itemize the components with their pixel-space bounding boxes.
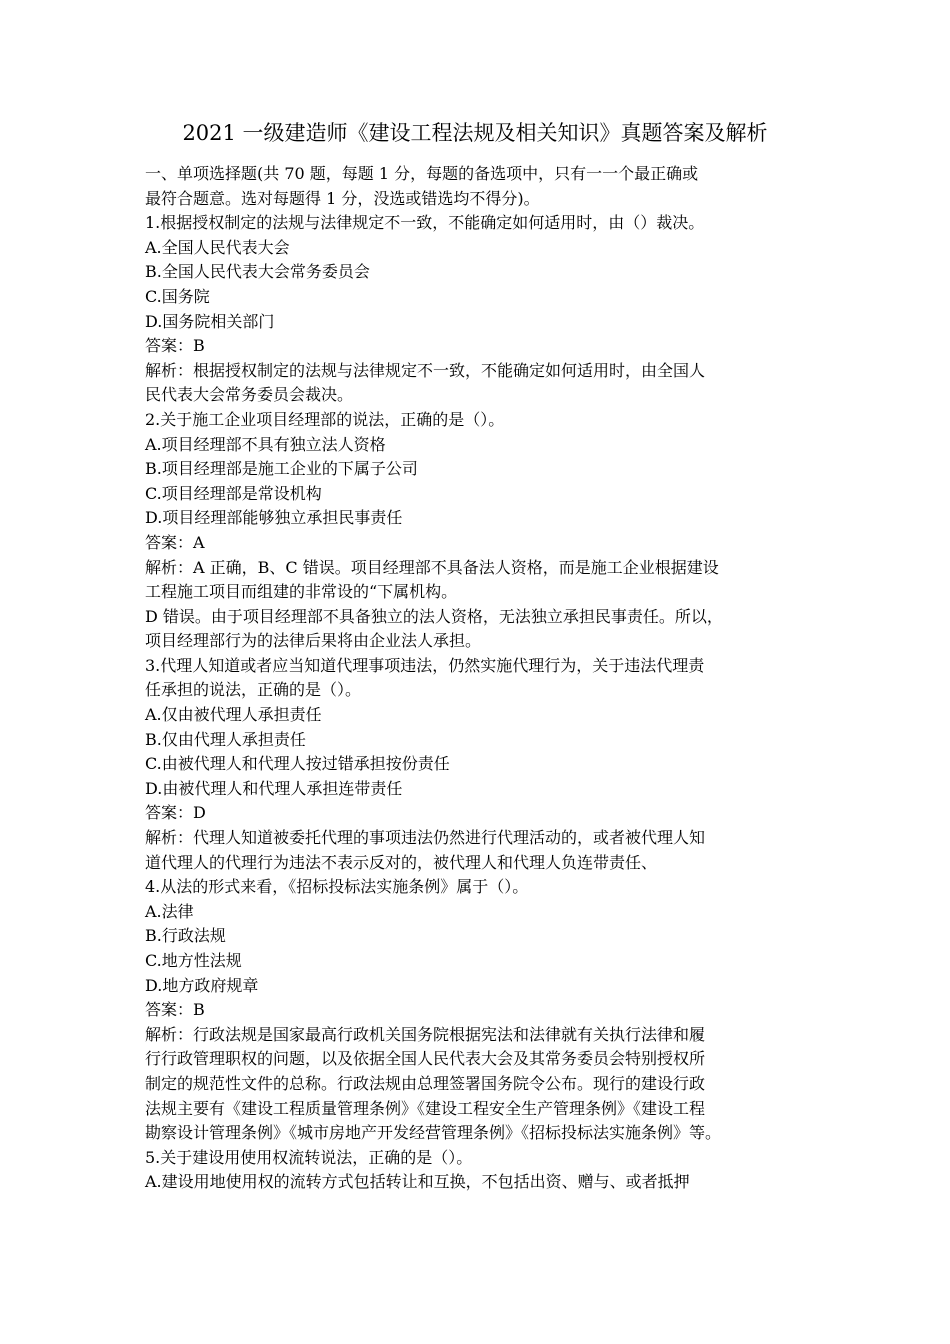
text-line: 一、单项选择题(共 70 题，每题 1 分，每题的备选项中，只有一一个最正确或 bbox=[145, 164, 699, 183]
text-line: 任承担的说法，正确的是（）。 bbox=[145, 680, 362, 700]
text-line: 民代表大会常务委员会裁决。 bbox=[145, 385, 354, 405]
text-line: 解析：行政法规是国家最高行政机关国务院根据宪法和法律就有关执行法律和履 bbox=[145, 1024, 706, 1044]
text-line: C.国务院 bbox=[145, 286, 210, 306]
text-line: 工程施工项目而组建的非常设的“下属机构。 bbox=[145, 582, 458, 602]
text-line: A.全国人民代表大会 bbox=[145, 237, 290, 257]
text-line: D.由被代理人和代理人承担连带责任 bbox=[145, 778, 403, 798]
text-line: D 错误。由于项目经理部不具备独立的法人资格，无法独立承担民事责任。所以， bbox=[145, 606, 723, 626]
text-line: C.项目经理部是常设机构 bbox=[145, 483, 322, 503]
text-line: D.国务院相关部门 bbox=[145, 311, 275, 331]
text-line: 解析：代理人知道被委托代理的事项违法仍然进行代理活动的，或者被代理人知 bbox=[145, 828, 706, 848]
text-line: 最符合题意。选对每题得 1 分，没选或错选均不得分)。 bbox=[145, 188, 540, 208]
document-title: 2021 一级建造师《建设工程法规及相关知识》真题答案及解析 bbox=[182, 121, 768, 145]
text-line: B.全国人民代表大会常务委员会 bbox=[145, 262, 370, 282]
text-line: 行行政管理职权的问题，以及依据全国人民代表大会及其常务委员会特别授权所 bbox=[145, 1049, 706, 1069]
text-line: 答案：B bbox=[145, 1000, 205, 1020]
text-line: 道代理人的代理行为违法不表示反对的，被代理人和代理人负连带责任、 bbox=[145, 852, 658, 872]
text-line: C.地方性法规 bbox=[145, 951, 242, 970]
text-line: 答案：A bbox=[145, 532, 205, 552]
text-line: D.地方政府规章 bbox=[145, 975, 259, 995]
text-line: 项目经理部行为的法律后果将由企业法人承担。 bbox=[145, 631, 482, 651]
text-line: B.仅由代理人承担责任 bbox=[145, 729, 306, 749]
text-line: A.项目经理部不具有独立法人资格 bbox=[145, 434, 386, 454]
document-body bbox=[145, 162, 815, 1195]
text-line: 法规主要有《建设工程质量管理条例》《建设工程安全生产管理条例》《建设工程 bbox=[145, 1098, 706, 1118]
text-line: 答案：B bbox=[145, 336, 205, 356]
text-line: 2.关于施工企业项目经理部的说法，正确的是（）。 bbox=[145, 409, 505, 429]
text-line: A.仅由被代理人承担责任 bbox=[145, 705, 322, 725]
text-line: A.建设用地使用权的流转方式包括转让和互换，不包括出资、赠与、或者抵押 bbox=[145, 1172, 690, 1192]
text-line: B.行政法规 bbox=[145, 926, 226, 946]
text-line: A.法律 bbox=[145, 901, 194, 921]
text-line: 5.关于建设用使用权流转说法，正确的是（）。 bbox=[145, 1147, 473, 1167]
text-line: 制定的规范性文件的总称。行政法规由总理签署国务院令公布。现行的建设行政 bbox=[145, 1073, 706, 1093]
text-line: 勘察设计管理条例》《城市房地产开发经营管理条例》《招标投标法实施条例》等。 bbox=[145, 1123, 722, 1143]
text-line: B.项目经理部是施工企业的下属子公司 bbox=[145, 459, 418, 479]
text-line: 3.代理人知道或者应当知道代理事项违法，仍然实施代理行为，关于违法代理责 bbox=[145, 655, 705, 675]
text-line: C.由被代理人和代理人按过错承担按份责任 bbox=[145, 754, 450, 774]
text-line: 4.从法的形式来看，《招标投标法实施条例》属于（）。 bbox=[145, 877, 529, 897]
text-line: D.项目经理部能够独立承担民事责任 bbox=[145, 508, 403, 528]
text-line: 答案：D bbox=[145, 803, 206, 823]
text-line: 解析：根据授权制定的法规与法律规定不一致，不能确定如何适用时，由全国人 bbox=[145, 360, 706, 380]
text-line: 1.根据授权制定的法规与法律规定不一致，不能确定如何适用时，由（）裁决。 bbox=[145, 213, 705, 233]
text-line: 解析：A 正确，B、C 错误。项目经理部不具备法人资格，而是施工企业根据建设 bbox=[145, 557, 719, 577]
